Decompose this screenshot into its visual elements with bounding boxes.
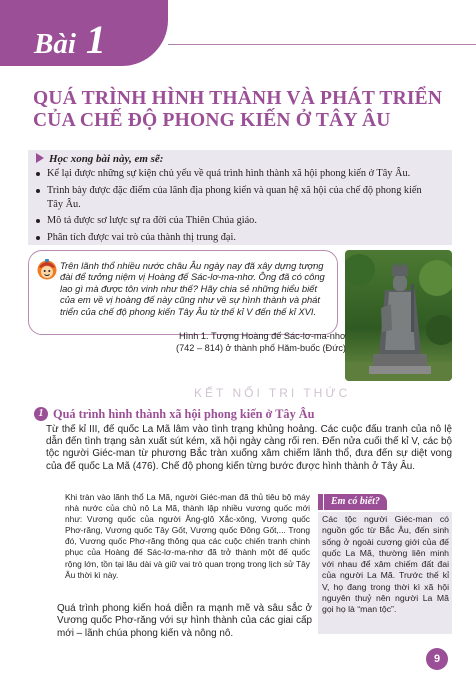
objective-item: Kể lại được những sự kiện chủ yếu về quá trình hình thành xã hội phong kiến ở Tây Âu. xyxy=(36,167,438,181)
lesson-label xyxy=(34,17,106,64)
objective-item: Phân tích được vai trò của thành thị trung đại. xyxy=(36,231,438,245)
statue-photo xyxy=(345,250,452,381)
lesson-word: Bài xyxy=(34,28,76,60)
page-number: 9 xyxy=(426,648,448,670)
figure-caption xyxy=(148,331,346,354)
caption-line-1: Hình 1. Tượng Hoàng đế Sác-lơ-ma-nhơ xyxy=(178,331,346,341)
header-rule xyxy=(168,44,476,45)
did-you-know-badge xyxy=(318,494,323,510)
triangle-bullet-icon xyxy=(36,153,44,163)
section-paragraph: Từ thế kỉ III, đế quốc La Mã lâm vào tình trạng khủng hoảng. Các cuộc đấu tranh của nô lệ dẫn đến tình trạng sản xuất sút kém, xã hội ngày càng rối ren. Đến nửa cuối thế kỉ V, các bộ tộc người Giéc-man từ phương Bắc tràn xuống xâm chiếm lãnh thổ, đưa đến sự diệt vong của đế quốc La Mã (476). Chế độ phong kiến từng bước được hình thành ở Tây Âu. xyxy=(46,424,452,472)
section-title: Quá trình hình thành xã hội phong kiến ở Tây Âu xyxy=(53,407,315,421)
section-paragraph: Quá trình phong kiến hoá diễn ra mạnh mẽ và sâu sắc ở Vương quốc Phơ-răng với sự hình thành của các giai cấp mới – lãnh chúa phong kiến và nông nô. xyxy=(57,603,312,639)
objectives-heading-text: Học xong bài này, em sẽ: xyxy=(49,153,164,165)
did-you-know-text: Các tộc người Giéc-man có nguồn gốc từ Bắc Âu, đến sinh sống ở ngoài cương giới của đế quốc La Mã, thường liên minh với nhau để xâm chiếm đất đai của người La Mã. Trước thế kỉ V, họ đang trong thời kì xã hội nguyên thuỷ nên người La Mã gọi họ là “man tộc”. xyxy=(322,514,449,615)
lesson-title: QUÁ TRÌNH HÌNH THÀNH VÀ PHÁT TRIỂN CỦA CHẾ ĐỘ PHONG KIẾN Ở TÂY ÂU xyxy=(33,88,443,131)
lesson-number: 1 xyxy=(85,17,106,62)
intro-text: Trên lãnh thổ nhiều nước châu Âu ngày nay đã xây dựng tượng đài để tưởng niệm vị Hoàng đế Sác-lơ-ma-nhơ. Ông đã có công lao gì mà được tôn vinh như thế? Hãy chia sẻ những hiểu biết của em về vị hoàng đế này cũng như về sự hình thành và phát triển của chế độ phong kiến Tây Âu từ thế kỉ V đến thế kỉ XVI. xyxy=(60,260,325,317)
section-number: 1 xyxy=(34,407,48,421)
caption-line-2: (742 – 814) ở thành phố Hăm-buốc (Đức) xyxy=(176,342,346,353)
publisher-watermark: KẾT NỐI TRI THỨC xyxy=(194,386,351,400)
objectives-list xyxy=(36,167,438,248)
objective-item: Mô tả được sơ lược sự ra đời của Thiên Chúa giáo. xyxy=(36,214,438,228)
did-you-know-heading xyxy=(318,494,452,510)
section-note: Khi tràn vào lãnh thổ La Mã, người Giéc-man đã thủ tiêu bộ máy nhà nước của chủ nô La Mã, thành lập nhiều vương quốc mới như: Vương quốc của người Ăng-glô Xắc-xông, Vương quốc Phơ-răng, Vương quốc Tây Gốt, Vương quốc Đông Gốt,... Trong đó, Vương quốc Phơ-răng thông qua các cuộc chiến tranh chinh phục của Hoàng đế Sác-lơ-ma-nhơ đã trở thành một đế quốc rộng lớn, tồn tại lâu dài và giữ vai trò quan trọng trong lịch sử Tây Âu thời kì này. xyxy=(65,492,310,580)
objective-item: Trình bày được đặc điểm của lãnh địa phong kiến và quan hệ xã hội của chế độ phong kiến Tây Âu. xyxy=(36,184,438,212)
did-you-know-label: Em có biết? xyxy=(324,494,387,510)
objectives-heading xyxy=(36,153,163,165)
mascot-icon xyxy=(36,258,58,282)
